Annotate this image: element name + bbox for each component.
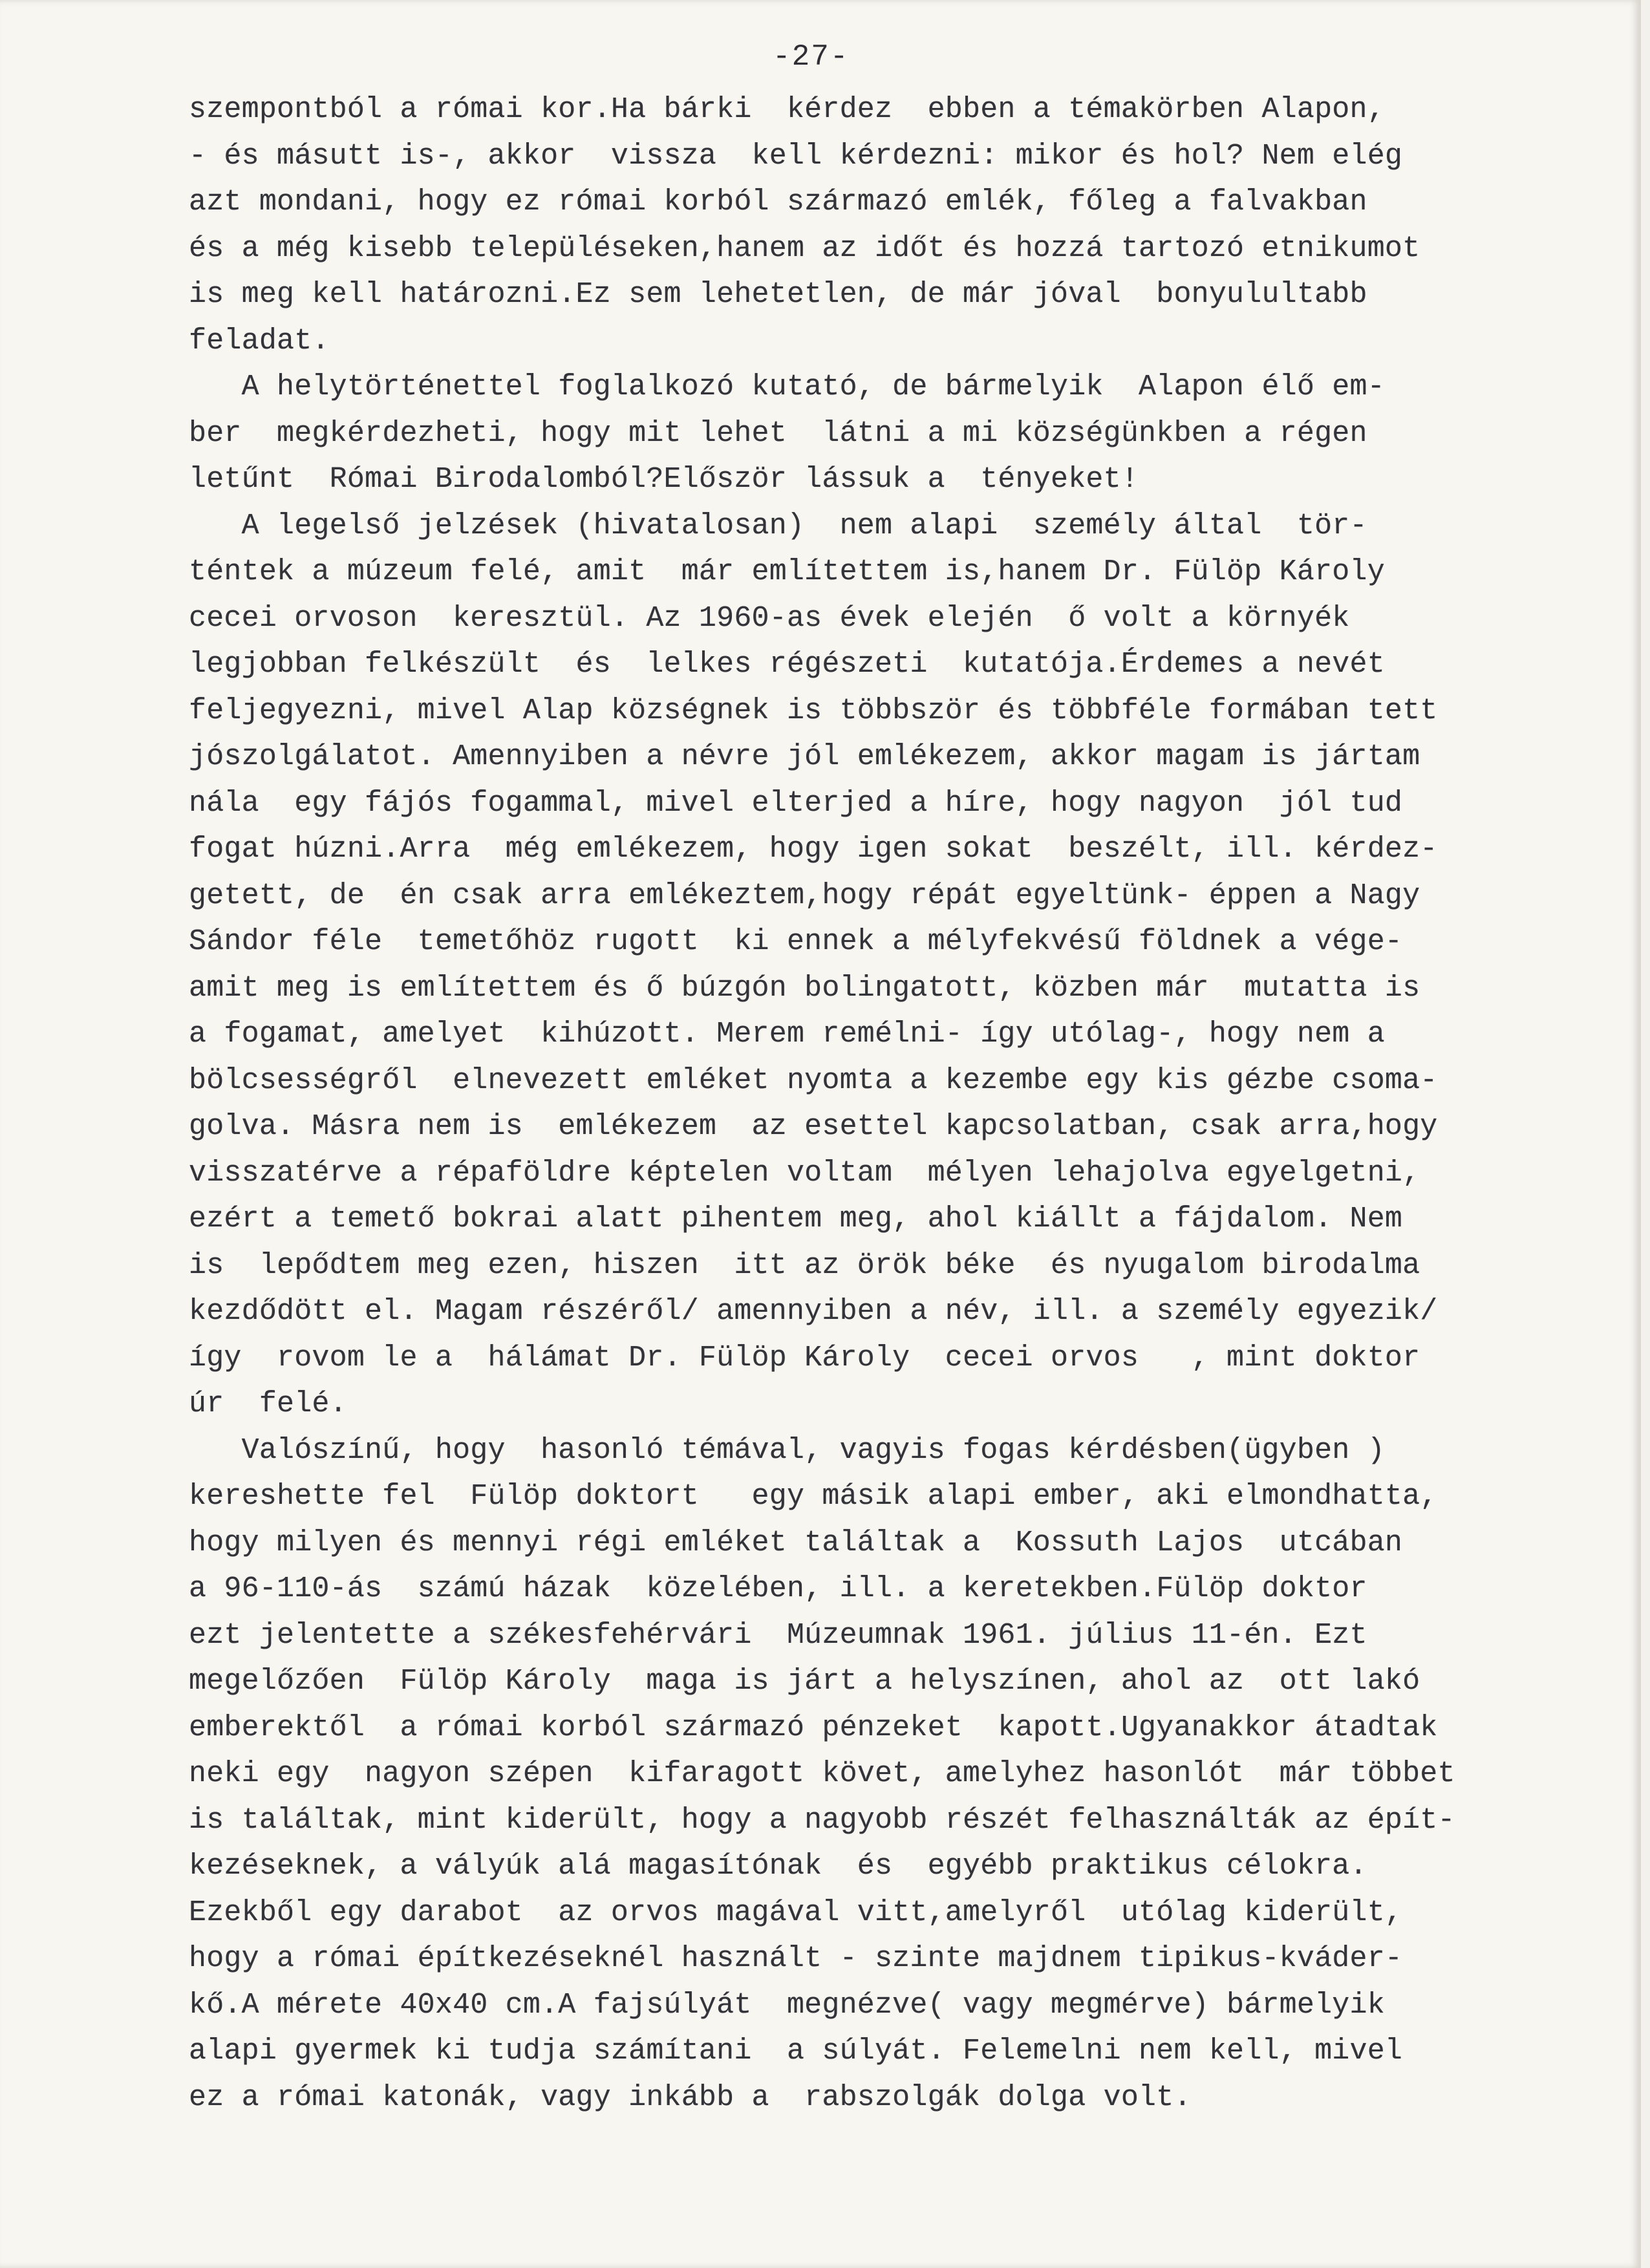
text-line: Ezekből egy darabot az orvos magával vitt,amelyről utólag kiderült, — [189, 1896, 1403, 1929]
text-line: kő.A mérete 40x40 cm.A fajsúlyát megnézve( vagy megmérve) bármelyik — [189, 1988, 1385, 2022]
text-line: getett, de én csak arra emlékeztem,hogy répát egyeltünk- éppen a Nagy — [189, 879, 1420, 912]
text-line: kezéseknek, a vályúk alá magasítónak és egyébb praktikus célokra. — [189, 1850, 1367, 1883]
text-line: emberektől a római korból származó pénzeket kapott.Ugyanakkor átadtak — [189, 1711, 1438, 1744]
text-line: Valószínű, hogy hasonló témával, vagyis fogas kérdésben(ügyben ) — [189, 1433, 1385, 1467]
text-line: hogy milyen és mennyi régi emléket találtak a Kossuth Lajos utcában — [189, 1526, 1403, 1559]
text-line: golva. Másra nem is emlékezem az esettel kapcsolatban, csak arra,hogy — [189, 1110, 1438, 1143]
text-line: nála egy fájós fogammal, mivel elterjed a híre, hogy nagyon jól tud — [189, 786, 1403, 820]
text-line: kereshette fel Fülöp doktort egy másik alapi ember, aki elmondhatta, — [189, 1480, 1438, 1513]
text-line: ezt jelentette a székesfehérvári Múzeumnak 1961. július 11-én. Ezt — [189, 1618, 1367, 1652]
text-line: is lepődtem meg ezen, hiszen itt az örök béke és nyugalom birodalma — [189, 1248, 1420, 1282]
text-line: bölcsességről elnevezett emléket nyomta a kezembe egy kis gézbe csoma- — [189, 1064, 1438, 1097]
text-line: cecei orvoson keresztül. Az 1960-as évek elején ő volt a környék — [189, 601, 1350, 635]
text-line: alapi gyermek ki tudja számítani a súlyát. Felemelni nem kell, mivel — [189, 2035, 1403, 2068]
text-line: ez a római katonák, vagy inkább a rabszolgák dolga volt. — [189, 2081, 1192, 2114]
text-line: A legelső jelzések (hivatalosan) nem alapi személy által tör- — [189, 509, 1367, 542]
text-line: is meg kell határozni.Ez sem lehetetlen, de már jóval bonyulultabb — [189, 278, 1367, 311]
text-line: feljegyezni, mivel Alap községnek is többször és többféle formában tett — [189, 694, 1438, 727]
text-line: A helytörténettel foglalkozó kutató, de bármelyik Alapon élő em- — [189, 370, 1385, 403]
text-line: visszatérve a répaföldre képtelen voltam mélyen lehajolva egyelgetni, — [189, 1156, 1420, 1190]
text-line: szempontból a római kor.Ha bárki kérdez ebben a témakörben Alapon, — [189, 93, 1385, 126]
text-line: is találtak, mint kiderült, hogy a nagyobb részét felhasználták az épít- — [189, 1803, 1455, 1837]
text-line: azt mondani, hogy ez római korból származó emlék, főleg a falvakban — [189, 186, 1367, 219]
text-line: letűnt Római Birodalomból?Először lássuk a tényeket! — [189, 463, 1139, 496]
text-line: a fogamat, amelyet kihúzott. Merem remélni- így utólag-, hogy nem a — [189, 1018, 1385, 1051]
text-line: téntek a múzeum felé, amit már említettem is,hanem Dr. Fülöp Károly — [189, 555, 1385, 588]
text-line: és a még kisebb településeken,hanem az időt és hozzá tartozó etnikumot — [189, 231, 1420, 265]
text-line: jószolgálatot. Amennyiben a névre jól emlékezem, akkor magam is jártam — [189, 740, 1420, 773]
text-line: a 96-110-ás számú házak közelében, ill. a keretekben.Fülöp doktor — [189, 1572, 1367, 1605]
page-number: -27- — [773, 40, 850, 74]
text-line: ezért a temető bokrai alatt pihentem meg, ahol kiállt a fájdalom. Nem — [189, 1203, 1403, 1236]
text-line: fogat húzni.Arra még emlékezem, hogy igen sokat beszélt, ill. kérdez- — [189, 833, 1438, 866]
body-text — [189, 87, 1624, 2121]
text-line: feladat. — [189, 324, 330, 358]
text-line: - és másutt is-, akkor vissza kell kérdezni: mikor és hol? Nem elég — [189, 139, 1403, 173]
text-line: kezdődött el. Magam részéről/ amennyiben a név, ill. a személy egyezik/ — [189, 1295, 1438, 1328]
text-line: amit meg is említettem és ő búzgón bolingatott, közben már mutatta is — [189, 971, 1420, 1005]
text-line: neki egy nagyon szépen kifaragott követ, amelyhez hasonlót már többet — [189, 1757, 1455, 1790]
text-line: hogy a római építkezéseknél használt - szinte majdnem tipikus-kváder- — [189, 1942, 1403, 1975]
text-line: úr felé. — [189, 1387, 347, 1420]
text-line: legjobban felkészült és lelkes régészeti kutatója.Érdemes a nevét — [189, 648, 1385, 681]
text-line: megelőzően Fülöp Károly maga is járt a helyszínen, ahol az ott lakó — [189, 1665, 1420, 1698]
text-line: Sándor féle temetőhöz rugott ki ennek a mélyfekvésű földnek a vége- — [189, 925, 1403, 958]
text-line: így rovom le a hálámat Dr. Fülöp Károly cecei orvos , mint doktor — [189, 1341, 1420, 1375]
text-line: ber megkérdezheti, hogy mit lehet látni a mi községünkben a régen — [189, 416, 1367, 450]
